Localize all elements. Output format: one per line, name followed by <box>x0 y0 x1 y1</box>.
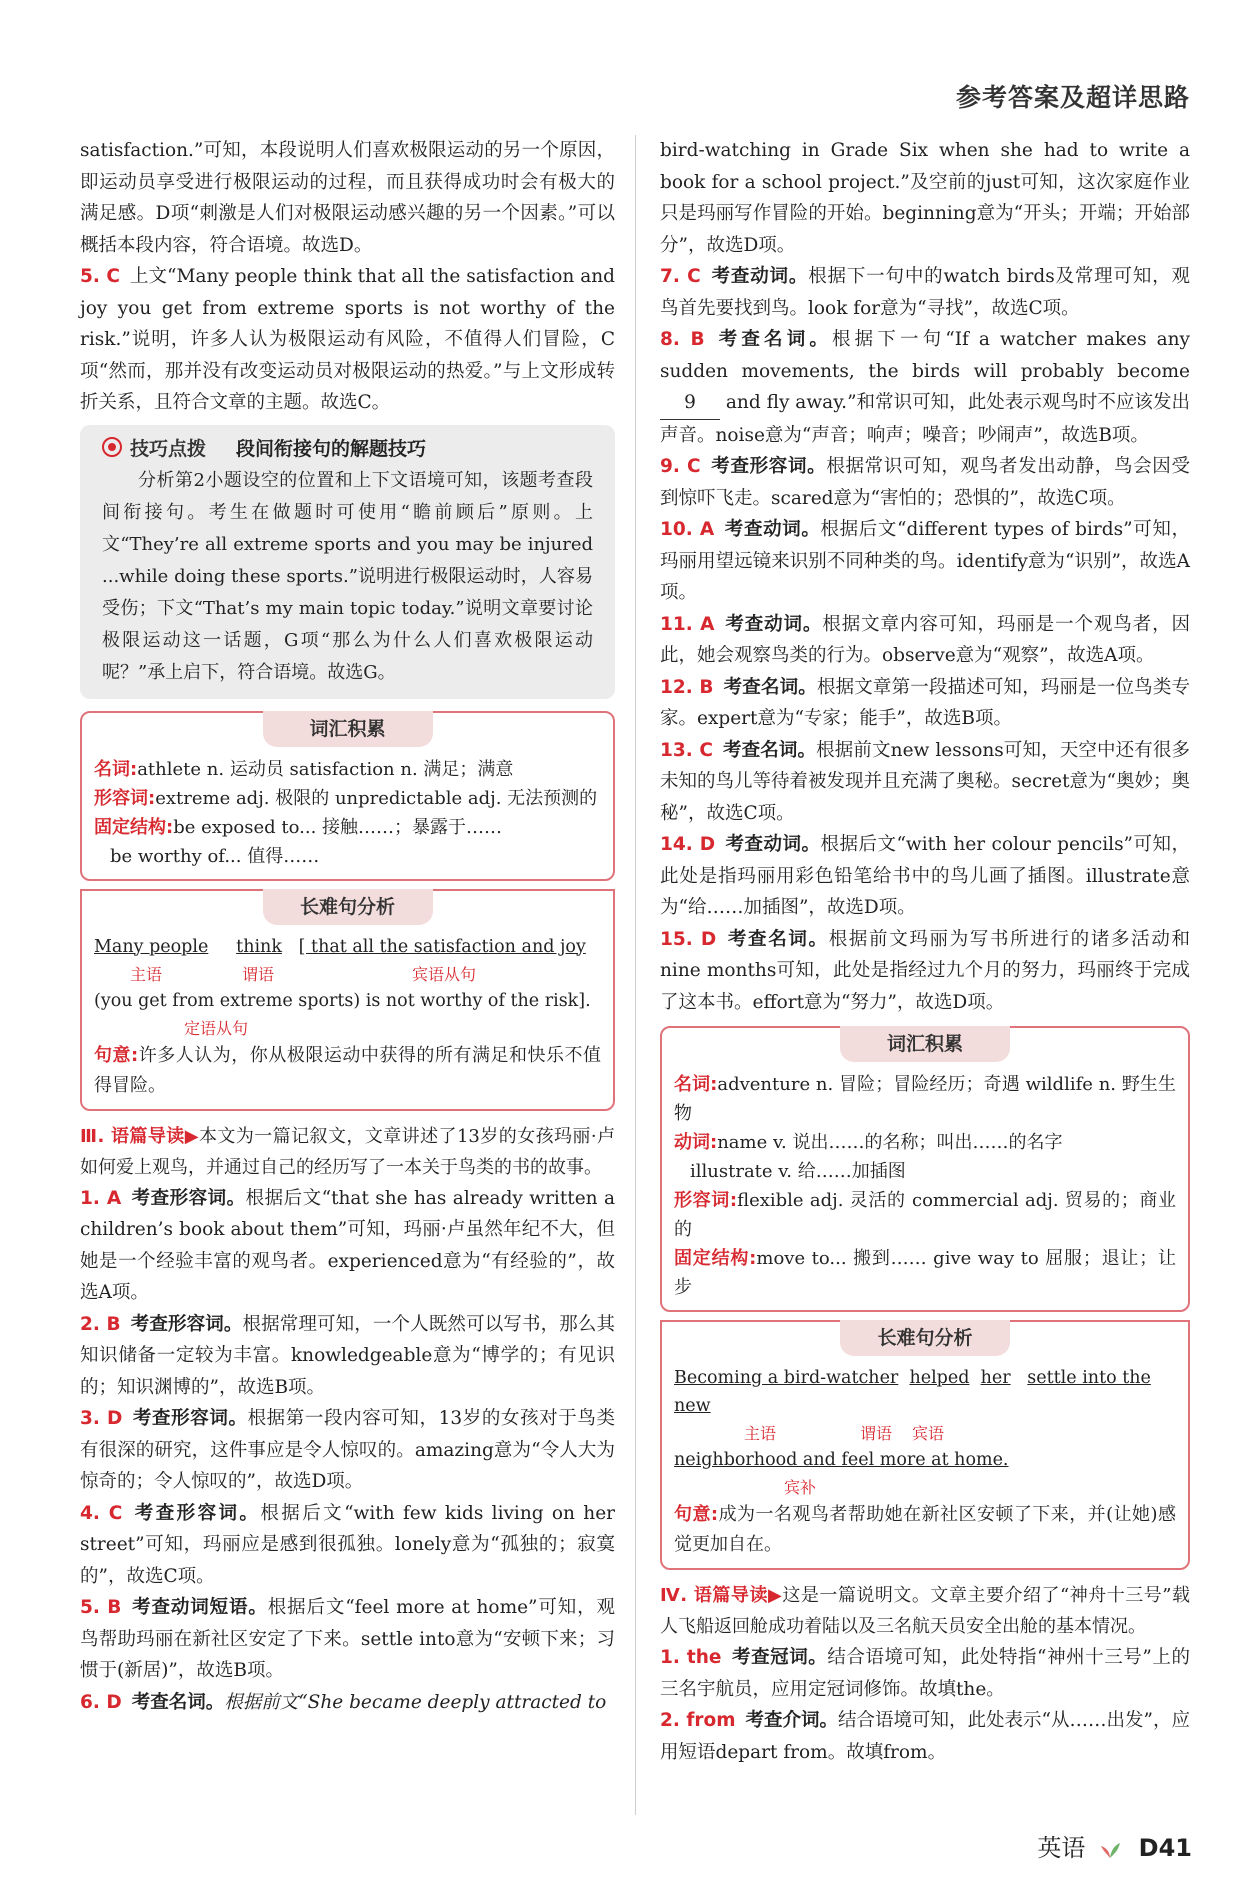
answer-text: 根据后文“that she has already written a children’s book about them”可知，玛丽·卢虽然年纪不大，但她是一个经验丰富的观鸟者。experienced意为“有经验的”，故选A项。 <box>80 1187 615 1303</box>
vocab-box-right <box>660 1026 1190 1312</box>
guide-text: 这是一篇说明文。文章主要介绍了“神舟十三号”载人飞船返回舱成功着陆以及三名航天员安全出舱的基本情况。 <box>660 1585 1191 1637</box>
guide-label: Ⅳ. 语篇导读 <box>660 1585 768 1606</box>
vocab-fixed-label: 固定结构: <box>674 1248 757 1269</box>
tag-complement: 宾补 <box>784 1478 817 1497</box>
blank-number: 9 <box>660 387 720 420</box>
guide-label: Ⅲ. 语篇导读 <box>80 1125 185 1147</box>
answer-keyword: 考查名词。 <box>131 1691 225 1713</box>
vocab-title: 词汇积累 <box>840 1026 1010 1062</box>
vocab-verb-label: 动词: <box>674 1132 718 1153</box>
vocab-fixed-text: move to... 搬到…… give way to 屈服；退让；让步 <box>674 1248 1176 1298</box>
answer-item <box>660 1642 1190 1705</box>
vocab-adj-label: 形容词: <box>94 787 156 809</box>
answer-keyword: 考查形容词。 <box>132 1408 248 1429</box>
tag-subject: 主语 <box>744 1424 777 1443</box>
answer-item <box>660 324 1190 451</box>
subject-phrase: Many people <box>94 936 209 957</box>
answer-text: 根据文章第一段描述可知，玛丽是一位鸟类专家。expert意为“专家；能手”，故选B项。 <box>660 676 1190 729</box>
answer-keyword: 考查名词。 <box>714 329 832 350</box>
answer-number: 7. C <box>660 266 701 287</box>
answer-item <box>660 829 1190 924</box>
answer-text: 根据后文“feel more at home”可知，观鸟帮助玛丽在新社区安定了下来。settle into意为“安顿下来；习惯于(新居)”，故选B项。 <box>80 1597 615 1681</box>
answer-item <box>660 1705 1190 1768</box>
vocab-verb-2: illustrate v. 给……加插图 <box>690 1161 906 1182</box>
tag-attributive-clause: 定语从句 <box>184 1018 249 1038</box>
meaning-text: 成为一名观鸟者帮助她在新社区安顿了下来，并(让她)感觉更加自在。 <box>674 1504 1176 1555</box>
vocab-verb-text1: name v. 说出……的名称；叫出……的名字 <box>717 1132 1063 1153</box>
column-divider <box>635 135 636 1815</box>
vocab-noun <box>94 755 601 784</box>
answer-text: 结合语境可知，此处特指“神州十三号”上的三名宇航员，应用定冠词修饰。故填the。 <box>660 1647 1190 1700</box>
vocab-box <box>80 711 615 881</box>
answer-text-cont: and fly away.”和常识可知，此处表示观鸟时不应该发出声音。noise意为“声音；响声；噪音；吵闹声”，故选B项。 <box>660 392 1190 446</box>
vocab-noun-label: 名词: <box>94 758 138 780</box>
page-header-title: 参考答案及超详思路 <box>955 83 1190 112</box>
answer-number: 4. C <box>80 1502 123 1524</box>
tip-title: 段间衔接句的解题技巧 <box>236 437 427 460</box>
subject-label: 英语 <box>1037 1834 1086 1862</box>
answer-item <box>660 672 1190 735</box>
analysis-sentence-1 <box>94 933 601 961</box>
analysis-sentence-2: (you get from extreme sports) is not worthy of the risk]. <box>94 990 591 1011</box>
analysis-title: 长难句分析 <box>263 889 433 925</box>
answer-text: 根据常识可知，观鸟者发出动静，鸟会因受到惊吓飞走。scared意为“害怕的；恐惧的”，故选C项。 <box>660 456 1190 509</box>
analysis-tags-1 <box>674 1420 1176 1446</box>
meaning-text: 许多人认为，你从极限运动中获得的所有满足和快乐不值得冒险。 <box>94 1044 602 1096</box>
answer-item <box>660 609 1190 672</box>
vocab-noun-text: athlete n. 运动员 satisfaction n. 满足；满意 <box>137 758 514 780</box>
analysis-box-right <box>660 1320 1190 1570</box>
analysis-title: 长难句分析 <box>840 1320 1010 1356</box>
answer-text: 结合语境可知，此处表示“从……出发”，应用短语depart from。故填from。 <box>660 1710 1190 1763</box>
analysis-tags-1 <box>94 961 601 987</box>
answer-number: 3. D <box>80 1408 123 1429</box>
answer-item <box>660 514 1190 609</box>
answer-number: 14. D <box>660 834 716 855</box>
answer-number: 11. A <box>660 613 715 635</box>
answer-number: 1. the <box>660 1647 722 1668</box>
answer-number: 2. from <box>660 1710 736 1731</box>
answer-number: 1. A <box>80 1187 122 1209</box>
tag-predicate: 谓语 <box>860 1424 893 1443</box>
answer-item <box>80 1592 615 1687</box>
answer-text: 根据前文new lessons可知，天空中还有很多未知的鸟儿等待着被发现并且充满了奥秘。secret意为“奥妙；奥秘”，故选C项。 <box>660 739 1190 824</box>
answer-keyword: 考查介词。 <box>745 1710 839 1731</box>
triangle-right-icon: ▶ <box>767 1585 783 1606</box>
meaning-label: 句意: <box>94 1044 139 1066</box>
intro-paragraph: satisfaction.”可知，本段说明人们喜欢极限运动的另一个原因，即运动员享受进行极限运动的过程，而且获得成功时会有极大的满足感。D项“刺激是人们对极限运动感兴趣的另一个因素。”可以概括本段内容，符合语境。故选D。 <box>80 140 615 256</box>
vocab-fixed-text1: be exposed to... 接触……；暴露于…… <box>173 816 503 838</box>
answer-keyword: 考查动词。 <box>710 266 809 287</box>
answer-keyword: 考查形容词。 <box>132 1502 261 1524</box>
answer-text: 根据下一句中的watch birds及常理可知，观鸟首先要找到鸟。look for意为“寻找”，故选C项。 <box>660 266 1190 319</box>
analysis-tags-2 <box>94 1015 601 1041</box>
answer-item <box>660 451 1190 514</box>
answer-item <box>80 1498 615 1593</box>
complement-phrase: settle into the new <box>674 1368 1151 1416</box>
answer-keyword: 考查形容词。 <box>131 1187 246 1209</box>
answer-number: 2. B <box>80 1313 121 1335</box>
vocab-noun-label: 名词: <box>674 1074 718 1095</box>
page-number: D41 <box>1138 1834 1192 1862</box>
continued-paragraph: bird-watching in Grade Six when she had to write a book for a school project.”及空前的just可知，这次家庭作业只是玛丽写作冒险的开始。beginning意为“开头；开端；开始部分”，故选D项。 <box>660 140 1190 256</box>
answer-text: 根据常理可知，一个人既然可以写书，那么其知识储备一定较为丰富。knowledgeable意为“博学的；有见识的；知识渊博的”，故选B项。 <box>80 1313 615 1398</box>
tip-label: 技巧点拨 <box>130 437 207 460</box>
answer-number: 9. C <box>660 456 701 477</box>
meaning-label: 句意: <box>674 1504 719 1525</box>
tip-header <box>102 433 593 465</box>
vocab-title: 词汇积累 <box>263 711 433 747</box>
answer-item <box>80 1183 615 1309</box>
tag-object-clause: 宾语从句 <box>412 964 477 984</box>
answer-keyword: 考查名词。 <box>726 928 829 950</box>
answer-item <box>660 924 1190 1019</box>
triangle-right-icon: ▶ <box>184 1125 199 1147</box>
vocab-adj-text: flexible adj. 灵活的 commercial adj. 贸易的；商业的 <box>674 1190 1176 1240</box>
vocab-adj-label: 形容词: <box>674 1190 738 1211</box>
answer-text: 根据前文“She became deeply attracted to <box>224 1691 607 1713</box>
answer-item <box>80 1687 615 1719</box>
analysis-tags-2 <box>674 1474 1176 1500</box>
vocab-adj <box>94 784 601 813</box>
answer-item <box>660 261 1190 324</box>
tip-box <box>80 425 615 699</box>
answer-keyword: 考查动词。 <box>724 613 823 635</box>
predicate-phrase: think <box>236 936 282 957</box>
answer-keyword: 考查冠词。 <box>731 1647 828 1668</box>
vocab-fixed-2: be worthy of... 值得…… <box>110 845 320 867</box>
object-clause: [ that all the satisfaction and joy <box>298 936 586 957</box>
answer-text: 根据后文“with her colour pencils”可知，此处是指玛丽用彩色铅笔给书中的鸟儿画了插图。illustrate意为“给……加插图”，故选D项。 <box>660 834 1190 918</box>
answer-keyword: 考查形容词。 <box>710 456 827 477</box>
answer-item <box>80 1309 615 1404</box>
answer-item <box>80 1403 615 1498</box>
answer-number: 12. B <box>660 676 714 698</box>
object-phrase: her <box>980 1368 1011 1388</box>
answer-number: 8. B <box>660 329 705 350</box>
vocab-adj <box>674 1186 1176 1244</box>
answer-number: 15. D <box>660 928 717 950</box>
answer-text: 根据文章内容可知，玛丽是一个观鸟者，因此，她会观察鸟类的行为。observe意为“观察”，故选A项。 <box>660 613 1190 666</box>
page-footer <box>1037 1828 1192 1863</box>
answer-number: 5. B <box>80 1597 122 1618</box>
right-column <box>660 135 1190 1768</box>
analysis-meaning <box>674 1500 1176 1560</box>
left-column <box>80 135 615 1718</box>
answer-text: 上文“Many people think that all the satisfaction and joy you get from extreme sports is not worthy of the risk.”说明，许多人认为极限运动有风险，不值得人们冒险，C项“然而，那并没有改变运动员对极限运动的热爱。”与上文形成转折关系，且符合文章的主题。故选C。 <box>80 266 615 413</box>
answer-item-5c <box>80 261 615 419</box>
tag-subject: 主语 <box>130 964 163 984</box>
answer-number: 6. D <box>80 1691 122 1713</box>
analysis-box <box>80 889 615 1111</box>
answer-text: 根据前文玛丽为写书所进行的诸多活动和nine months可知，此处是指经过九个月的努力，玛丽终于完成了这本书。effort意为“努力”，故选D项。 <box>660 928 1190 1013</box>
answer-text: 根据后文“with few kids living on her street”可知，玛丽应是感到很孤独。lonely意为“孤独的；寂寞的”，故选C项。 <box>80 1502 615 1587</box>
answer-keyword: 考查动词。 <box>724 519 821 540</box>
vocab-fixed-label: 固定结构: <box>94 816 174 838</box>
vocab-verb <box>674 1128 1176 1157</box>
answer-number: 10. A <box>660 519 715 540</box>
target-icon <box>102 437 122 457</box>
tip-text: 分析第2小题设空的位置和上下文语境可知，该题考查段间衔接句。考生在做题时可使用“瞻前顾后”原则。上文“They’re all extreme sports and you may be injured ...while doing these sports.”说明进行极限运动时，人容易受伤；下文“That’s my main topic today.”说明文章要讨论极限运动这一话题，G项“那么为什么人们喜欢极限运动呢？”承上启下，符合语境。故选G。 <box>102 469 593 683</box>
analysis-sentence-1 <box>674 1364 1176 1420</box>
answer-text: 根据后文“different types of birds”可知，玛丽用望远镜来识别不同种类的鸟。identify意为“识别”，故选A项。 <box>660 519 1190 603</box>
answer-keyword: 考查动词。 <box>725 834 821 855</box>
answer-item <box>660 735 1190 830</box>
answer-text: 根据第一段内容可知，13岁的女孩对于鸟类有很深的研究，这件事应是令人惊叹的。amazing意为“令人大为惊奇的；令人惊叹的”，故选D项。 <box>80 1408 615 1492</box>
passage-guide-4 <box>660 1580 1190 1642</box>
passage-guide-3 <box>80 1121 615 1183</box>
answer-number: 13. C <box>660 739 713 761</box>
answer-keyword: 考查名词。 <box>722 739 817 761</box>
vocab-noun-text: adventure n. 冒险；冒险经历；奇遇 wildlife n. 野生生物 <box>674 1074 1176 1124</box>
answer-text: 根据下一句“If a watcher makes any sudden movements, the birds will probably become <box>660 329 1190 382</box>
predicate-phrase: helped <box>909 1368 970 1388</box>
tag-object: 宾语 <box>912 1424 945 1443</box>
answer-keyword: 考查名词。 <box>723 676 817 698</box>
vocab-noun <box>674 1070 1176 1128</box>
leaf-icon <box>1099 1837 1121 1857</box>
subject-phrase: Becoming a bird-watcher <box>674 1368 899 1388</box>
guide-text: 本文为一篇记叙文，文章讲述了13岁的女孩玛丽·卢如何爱上观鸟，并通过自己的经历写了一本关于鸟类的书的故事。 <box>80 1125 616 1178</box>
vocab-fixed <box>94 813 601 842</box>
analysis-sentence-2: neighborhood and feel more at home. <box>674 1450 1009 1470</box>
vocab-fixed <box>674 1244 1176 1302</box>
analysis-meaning <box>94 1041 601 1101</box>
answer-number: 5. C <box>80 266 120 287</box>
tag-predicate: 谓语 <box>242 964 275 984</box>
answer-keyword: 考查形容词。 <box>130 1313 243 1335</box>
vocab-adj-text: extreme adj. 极限的 unpredictable adj. 无法预测的 <box>155 787 598 809</box>
answer-keyword: 考查动词短语。 <box>131 1597 268 1618</box>
